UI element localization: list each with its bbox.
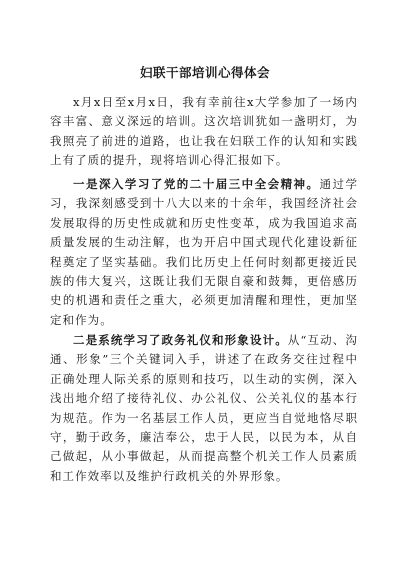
paragraph-intro [50, 93, 358, 171]
document-title: 妇联干部培训心得体会 [139, 65, 270, 80]
paragraph-etiquette [50, 331, 358, 486]
paragraph-lead: 一是深入学习了党的二十届三中全会精神。 [73, 177, 320, 191]
paragraph-text: x月x日至x月x日，我有幸前往x大学参加了一场内容丰富、意义深远的培训。这次培训犹如一盏明灯，为我照亮了前进的道路，也让我在妇联工作的认知和实践上有了质的提升，现将培训心得汇报如下。 [50, 95, 358, 168]
paragraph-party-plenum [50, 175, 358, 330]
paragraph-text: 通过学习，我深刻感受到十八大以来的十余年，我国经济社会发展取得的历史性成就和历史性变革，成为我国追求高质量发展的生动注解，也为开启中国式现代化建设新征程奠定了坚实基础。我们比历史上任何时刻都更接近民族的伟大复兴，这既让我们无限自豪和鼓舞，更倍感历史的机遇和责任之重大，必须更加清醒和理性，更加坚定和作为。 [50, 177, 358, 327]
paragraph-text: 从“互动、沟通、形象”三个关键词入手，讲述了在政务交往过程中正确处理人际关系的原则和技巧，以生动的实例，深入浅出地介绍了接待礼仪、办公礼仪、公关礼仪的基本行为规范。作为一名基层工作人员，更应当自觉地恪尽职守，勤于政务，廉洁奉公，忠于人民，以民为本，从自己做起，从小事做起，从而提高整个机关工作人员素质和工作效率以及维护行政机关的外界形象。 [50, 333, 358, 483]
paragraph-lead: 二是系统学习了政务礼仪和形象设计。 [73, 333, 288, 347]
